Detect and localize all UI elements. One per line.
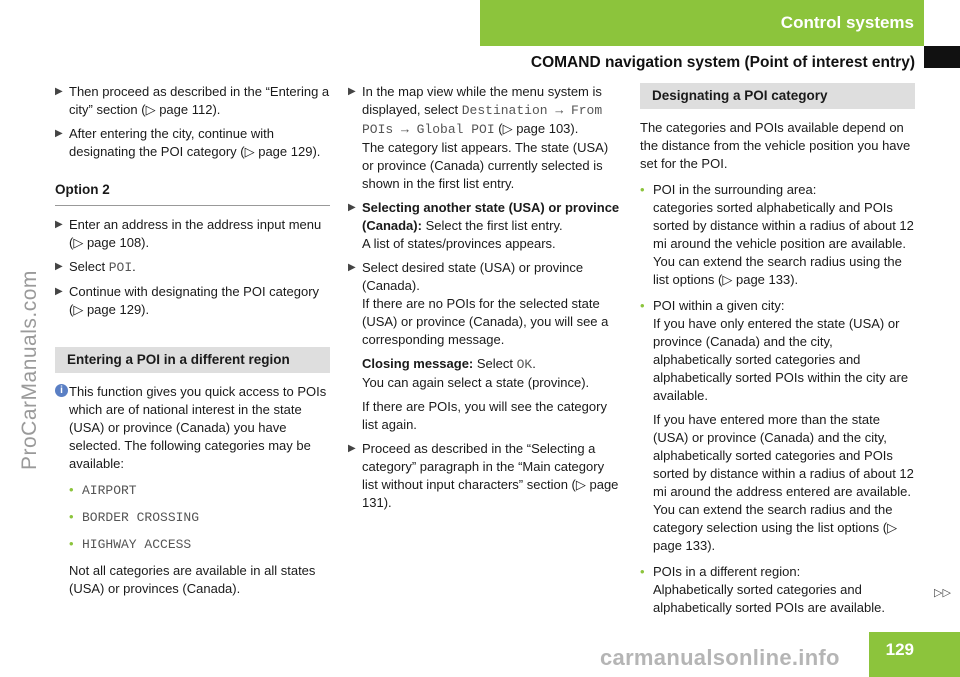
column-2 — [348, 83, 623, 518]
step-item: ▶ Select desired state (USA) or province (Canada). If there are no POIs for the selected state (USA) or province (Canada), you will see a corresponding message. Closing message: Select OK. You can again select a state (province). If there are POIs, you will see the category list again. — [348, 260, 609, 432]
bullet-item: • POIs in a different region: Alphabetically sorted categories and alphabetically sorted POIs are available. — [640, 564, 885, 615]
info-note: i This function gives you quick access to POIs which are of national interest in the state (USA) or province (Canada) you have selected. The following categories may be available: — [55, 383, 330, 473]
step-item: ▶ Selecting another state (USA) or province (Canada): Select the first list entry. A list of states/provinces appears. — [348, 200, 620, 251]
bullet-dot-icon: • — [640, 182, 645, 197]
arrow-icon: ▶ — [55, 261, 63, 272]
column-3 — [640, 83, 915, 625]
page-number-box — [869, 632, 960, 677]
info-icon: i — [55, 384, 68, 397]
region-heading: Entering a POI in a different region — [55, 347, 330, 373]
bullet-item: • POI within a given city: If you have only entered the state (USA) or province (Canada) and the city, alphabetically sorted categories and alphabetically sorted POIs within the city are available. If you have entered more than the state (USA) or province (Canada) and the city, alphabetically sorted categories and POIs sorted by distance within a radius of about 12 mi around the address entered are available. You can extend the search radius and the category selection using the list options (▷ page 133). — [640, 298, 914, 553]
step-item: ▶ Then proceed as described in the “Entering a city” section (▷ page 112). — [55, 84, 330, 117]
arrow-icon: ▶ — [55, 286, 63, 297]
option-2-heading: Option 2 — [55, 181, 330, 206]
arrow-icon: ▶ — [348, 443, 356, 454]
ref-icon: ▷ — [575, 477, 586, 492]
continue-icon: ▷▷ — [934, 587, 951, 599]
column-1 — [55, 83, 330, 598]
category-item: • AIRPORT — [69, 482, 137, 498]
arrow-icon: ▶ — [55, 86, 63, 97]
ref-icon: ▷ — [502, 121, 513, 136]
ref-icon: ▷ — [145, 102, 156, 117]
step-item: ▶ In the map view while the menu system is displayed, select Destination → From POIs → Global POI (▷ page 103). The category list appears. The state (USA) or province (Canada) currently selected is shown in the first list entry. — [348, 84, 609, 191]
poi-category-heading: Designating a POI category — [640, 83, 915, 109]
page-title: COMAND navigation system (Point of interest entry) — [530, 54, 915, 71]
header-black-tab — [924, 46, 960, 68]
arrow-icon: ▶ — [348, 262, 356, 273]
ref-icon: ▷ — [722, 272, 733, 287]
step-item: ▶ Enter an address in the address input menu (▷ page 108). — [55, 217, 322, 250]
category-item: • HIGHWAY ACCESS — [69, 536, 192, 552]
arrow-icon: ▶ — [55, 219, 63, 230]
arrow-icon: ▶ — [55, 128, 63, 139]
ref-icon: ▷ — [244, 144, 255, 159]
bullet-dot-icon: • — [69, 482, 74, 497]
bullet-dot-icon: • — [640, 564, 645, 579]
step-item: ▶ Continue with designating the POI category (▷ page 129). — [55, 284, 320, 317]
section-label: Control systems — [780, 13, 914, 32]
ref-icon: ▷ — [73, 302, 84, 317]
bullet-dot-icon: • — [69, 509, 74, 524]
side-watermark: ProCarManuals.com — [18, 270, 41, 470]
ref-icon: ▷ — [73, 235, 84, 250]
step-item: ▶ After entering the city, continue with designating the POI category (▷ page 129). — [55, 126, 321, 159]
bullet-dot-icon: • — [640, 298, 645, 313]
step-item: ▶ Proceed as described in the “Selecting a category” paragraph in the “Main category list without input characters” section (▷ page 131). — [348, 441, 619, 510]
availability-note: Not all categories are available in all states (USA) or provinces (Canada). — [69, 563, 316, 596]
section-header — [480, 0, 924, 46]
intro-text: The categories and POIs available depend on the distance from the vehicle position you have set for the POI. — [640, 120, 911, 171]
page-number: 129 — [885, 640, 914, 659]
step-item: ▶ Select POI. — [55, 259, 136, 275]
bottom-watermark: carmanualsonline.info — [600, 645, 840, 670]
arrow-icon: ▶ — [348, 202, 356, 213]
category-item: • BORDER CROSSING — [69, 509, 200, 525]
bullet-dot-icon: • — [69, 536, 74, 551]
bullet-item: • POI in the surrounding area: categories sorted alphabetically and POIs sorted by distance within a radius of about 12 mi around the vehicle position are available. You can extend the search radius using the list options (▷ page 133). — [640, 182, 914, 287]
arrow-icon: ▶ — [348, 86, 356, 97]
ref-icon: ▷ — [887, 520, 898, 535]
